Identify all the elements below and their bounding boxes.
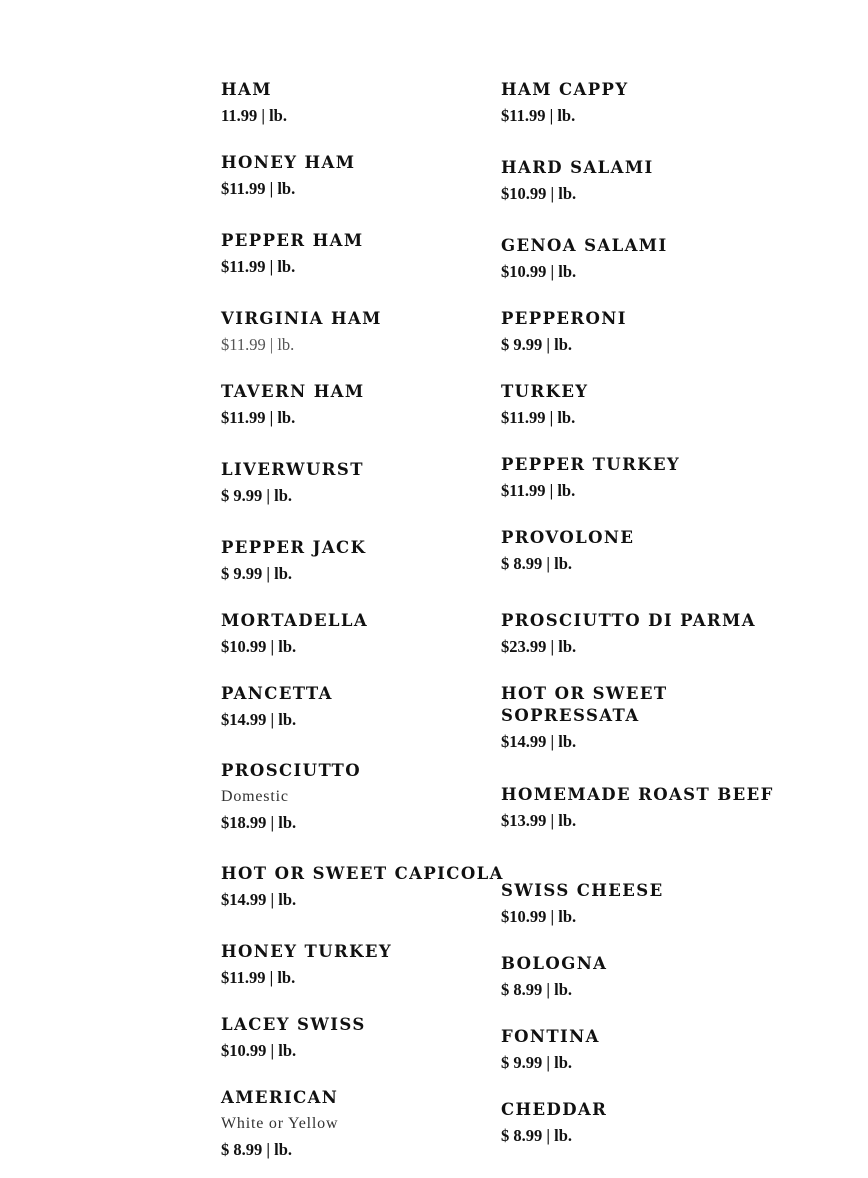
- item-name: HAM: [221, 80, 272, 99]
- item-name: CHEDDAR: [501, 1100, 608, 1119]
- item-name: HOT OR SWEET CAPICOLA: [221, 864, 504, 883]
- item-name: HAM CAPPY: [501, 80, 629, 99]
- menu-item: [221, 863, 504, 911]
- item-name: HONEY TURKEY: [221, 942, 393, 961]
- item-price: $ 8.99 | lb.: [221, 1140, 293, 1159]
- menu-item: [221, 941, 392, 989]
- item-name: PEPPER JACK: [221, 538, 367, 557]
- menu-item: [221, 537, 366, 585]
- menu-item: [221, 1087, 338, 1161]
- menu-item: [221, 1014, 366, 1062]
- item-price: $18.99 | lb.: [221, 813, 297, 832]
- item-name: PROSCIUTTO: [221, 761, 361, 780]
- item-price: $ 9.99 | lb.: [221, 564, 293, 583]
- item-price: $11.99 | lb.: [221, 179, 296, 198]
- item-note: White or Yellow: [221, 1115, 339, 1132]
- menu-item: [221, 308, 382, 356]
- item-name: MORTADELLA: [221, 611, 369, 630]
- item-price: $11.99 | lb.: [221, 257, 296, 276]
- item-name: HONEY HAM: [221, 153, 356, 172]
- menu-item: [501, 1026, 600, 1074]
- item-price: $11.99 | lb.: [221, 968, 296, 987]
- item-price: $ 8.99 | lb.: [501, 1126, 573, 1145]
- menu-item: [501, 381, 588, 429]
- menu-item: [501, 880, 664, 928]
- item-price: $11.99 | lb.: [221, 408, 296, 427]
- menu-item: [221, 152, 355, 200]
- item-price: $11.99 | lb.: [501, 481, 576, 500]
- item-note: Domestic: [221, 788, 289, 805]
- menu-item: [501, 157, 654, 205]
- item-name: HOT OR SWEET: [501, 684, 668, 703]
- item-price: $ 9.99 | lb.: [501, 1053, 573, 1072]
- item-price: 11.99 | lb.: [221, 106, 287, 125]
- item-price: $11.99 | lb.: [501, 106, 576, 125]
- menu-item: [501, 784, 774, 832]
- item-name: TAVERN HAM: [221, 382, 365, 401]
- item-price: $14.99 | lb.: [221, 710, 297, 729]
- menu-item: [501, 953, 607, 1001]
- menu-item: [501, 527, 634, 575]
- menu-item: [501, 1099, 607, 1147]
- menu-item: [221, 381, 365, 429]
- item-price: $10.99 | lb.: [501, 184, 577, 203]
- menu-item: [501, 454, 680, 502]
- item-name: TURKEY: [501, 382, 589, 401]
- item-name-line-2: SOPRESSATA: [501, 706, 640, 725]
- item-name: PEPPERONI: [501, 309, 627, 328]
- item-price: $14.99 | lb.: [501, 732, 577, 751]
- menu-item: [221, 760, 361, 834]
- menu-item: [501, 683, 668, 753]
- item-price: $23.99 | lb.: [501, 637, 577, 656]
- item-name: LIVERWURST: [221, 460, 364, 479]
- item-name: HARD SALAMI: [501, 158, 654, 177]
- item-name: HOMEMADE ROAST BEEF: [501, 785, 774, 804]
- item-price: $11.99 | lb.: [221, 335, 295, 354]
- item-price: $ 9.99 | lb.: [221, 486, 293, 505]
- item-name: PROSCIUTTO DI PARMA: [501, 611, 756, 630]
- item-price: $13.99 | lb.: [501, 811, 577, 830]
- item-name: FONTINA: [501, 1027, 600, 1046]
- item-name: LACEY SWISS: [221, 1015, 366, 1034]
- menu-item: [501, 308, 627, 356]
- item-price: $ 8.99 | lb.: [501, 554, 573, 573]
- menu-item: [221, 230, 364, 278]
- item-price: $ 9.99 | lb.: [501, 335, 573, 354]
- menu-item: [221, 459, 364, 507]
- menu-item: [221, 683, 333, 731]
- item-name: PANCETTA: [221, 684, 333, 703]
- item-name: PEPPER TURKEY: [501, 455, 681, 474]
- menu-item: [221, 79, 287, 127]
- menu-item: [501, 610, 756, 658]
- item-price: $10.99 | lb.: [501, 262, 577, 281]
- menu-item: [221, 610, 368, 658]
- item-name: GENOA SALAMI: [501, 236, 668, 255]
- item-price: $10.99 | lb.: [221, 637, 297, 656]
- item-price: $10.99 | lb.: [501, 907, 577, 926]
- item-price: $10.99 | lb.: [221, 1041, 297, 1060]
- item-name: SWISS CHEESE: [501, 881, 664, 900]
- item-name: BOLOGNA: [501, 954, 608, 973]
- item-price: $11.99 | lb.: [501, 408, 576, 427]
- item-name: AMERICAN: [221, 1088, 339, 1107]
- menu-item: [501, 235, 668, 283]
- item-price: $ 8.99 | lb.: [501, 980, 573, 999]
- menu-item: [501, 79, 629, 127]
- item-name: PROVOLONE: [501, 528, 635, 547]
- item-name: PEPPER HAM: [221, 231, 364, 250]
- item-name: VIRGINIA HAM: [221, 309, 382, 328]
- item-price: $14.99 | lb.: [221, 890, 297, 909]
